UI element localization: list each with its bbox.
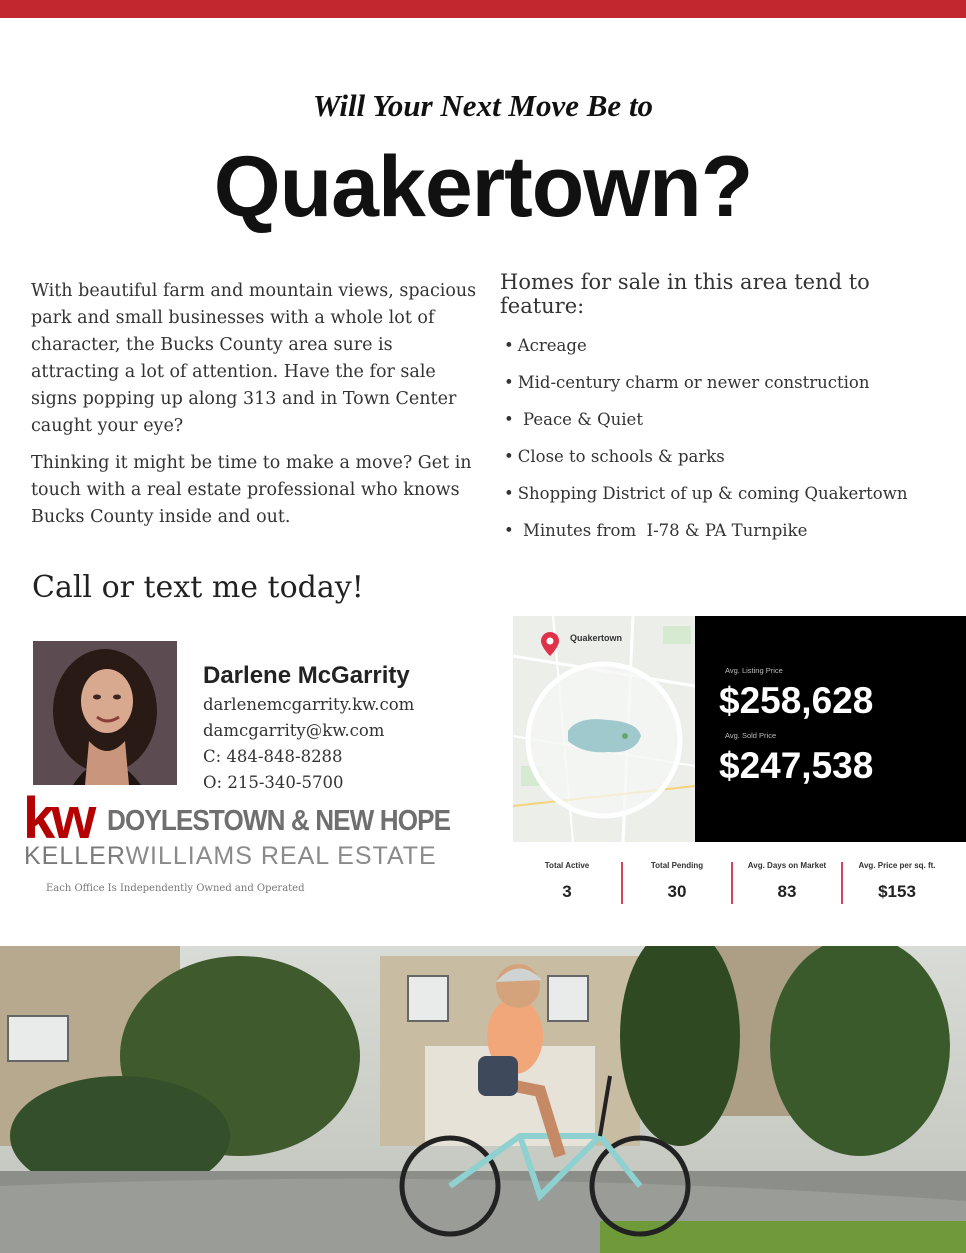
sold-price-caption: Avg. Sold Price [725,731,777,740]
metric-value: 30 [667,882,687,901]
features-list [504,334,907,556]
features-heading: Homes for sale in this area tend to feature: [500,270,870,318]
feature-item: • Peace & Quiet [504,408,907,445]
metric-value: 83 [777,882,797,901]
area-map [513,616,695,842]
feature-item: • Minutes from I-78 & PA Turnpike [504,519,907,556]
listing-price-caption: Avg. Listing Price [725,666,783,675]
agent-office-phone[interactable]: O: 215-340-5700 [203,773,344,792]
metric-label: Total Pending [650,861,704,870]
metric-price-per-sqft [842,858,952,902]
page-title: Quakertown? [213,139,753,235]
feature-item: • Close to schools & parks [504,445,907,482]
feature-item: • Acreage [504,334,907,371]
kw-logo: kw [23,786,93,851]
agent-email-link[interactable]: damcgarrity@kw.com [203,721,385,740]
top-accent-bar [0,0,966,18]
disclaimer: Each Office Is Independently Owned and Operated [46,883,305,894]
agent-name: Darlene McGarrity [203,662,410,689]
agent-website-link[interactable]: darlenemcgarrity.kw.com [203,695,415,714]
metric-label: Avg. Days on Market [747,861,827,870]
metric-label: Total Active [544,861,590,870]
brand-name-part1: KELLER [24,842,126,870]
metric-total-pending [622,858,732,902]
agent-cell-phone[interactable]: C: 484-848-8288 [203,747,343,766]
metric-total-active [512,858,622,902]
brand-name [24,842,437,871]
brand-name-part2: WILLIAMS REAL ESTATE [125,842,437,870]
kicker-heading: Will Your Next Move Be to [312,88,654,123]
metric-value: $153 [878,882,916,901]
feature-item: • Mid-century charm or newer construction [504,371,907,408]
sold-price-value: $247,538 [719,745,874,786]
hero-photo-girl-on-bike [0,946,966,1253]
call-to-action: Call or text me today! [32,570,364,605]
map-label: Quakertown [570,633,623,643]
price-stats-panel [695,616,966,842]
office-name: DOYLESTOWN & NEW HOPE [107,805,451,837]
agent-contact [203,693,414,797]
market-metrics [512,858,954,908]
metric-value: 3 [562,882,572,901]
map-pin-icon [541,632,559,660]
listing-price-value: $258,628 [719,680,874,721]
feature-item: • Shopping District of up & coming Quakertown [504,482,907,519]
metric-label: Avg. Price per sq. ft. [858,861,936,870]
metric-days-on-market [732,858,842,902]
intro-paragraph-2: Thinking it might be time to make a move? Get in touch with a real estate professional who knows Bucks County inside and out. [31,453,472,527]
intro-text [31,278,486,541]
agent-photo [33,641,177,785]
intro-paragraph-1: With beautiful farm and mountain views, spacious park and small businesses with a whole lot of character, the Bucks County area sure is attracting a lot of attention. Have the for sale signs popping up along 313 and in Town Center caught your eye? [31,281,477,436]
